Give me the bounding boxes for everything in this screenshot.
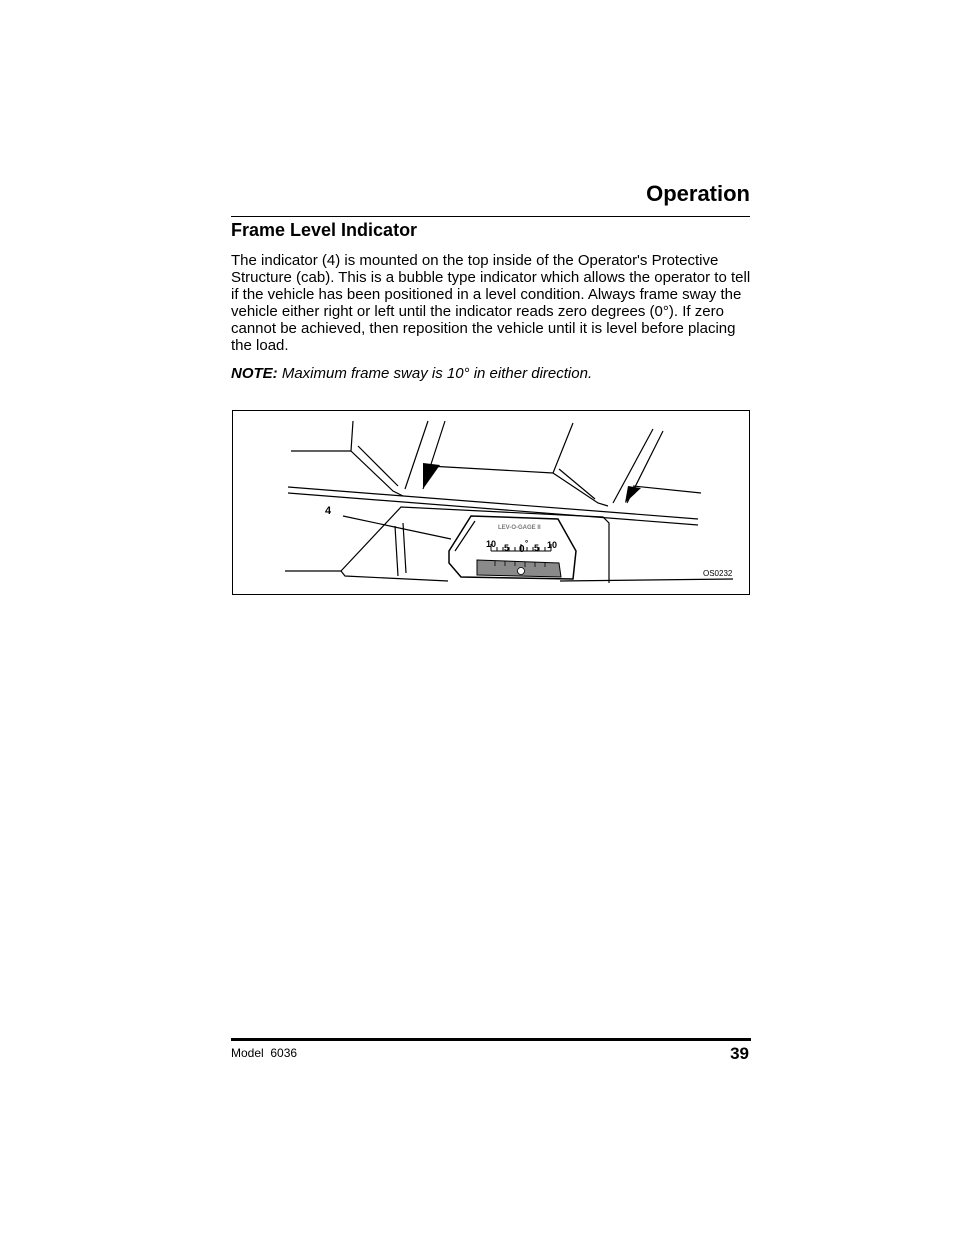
frame-level-indicator-figure — [232, 410, 750, 595]
shadow-right — [625, 486, 641, 503]
cab-illustration — [233, 411, 749, 594]
note — [231, 365, 592, 382]
shadow-left — [423, 463, 440, 489]
scale-label-10-left: 10 — [486, 539, 497, 549]
section-title: Operation — [646, 181, 750, 206]
header-rule — [231, 216, 750, 217]
page-heading: Frame Level Indicator — [231, 220, 418, 240]
footer-rule — [231, 1038, 751, 1041]
page-number: 39 — [730, 1044, 749, 1063]
scale-label-5-right: 5 — [534, 543, 540, 553]
scale-label-10-right: 10 — [547, 540, 558, 550]
bubble — [518, 568, 525, 575]
note-label: NOTE: — [231, 365, 278, 382]
gauge-brand: LEV-O-GAGE II — [498, 525, 541, 531]
scale-label-5-left: 5 — [504, 543, 510, 553]
figure-id: OS0232 — [703, 569, 733, 578]
body-paragraph: The indicator (4) is mounted on the top inside of the Operator's Protective Structure (cab). This is a bubble type indicator which allows the operator to tell if the vehicle has been positioned in a level condition. Always frame sway the vehicle either right or left until the indicator reads zero degrees (0°). If zero cannot be achieved, then reposition the vehicle until it is level before placing the load. — [231, 252, 751, 354]
callout-4: 4 — [325, 505, 332, 517]
note-text: Maximum frame sway is 10° in either direction. — [277, 365, 593, 382]
degree-mark: ° — [525, 539, 529, 548]
scale-label-0: 0 — [519, 544, 525, 555]
footer-model: Model 6036 — [231, 1046, 298, 1060]
